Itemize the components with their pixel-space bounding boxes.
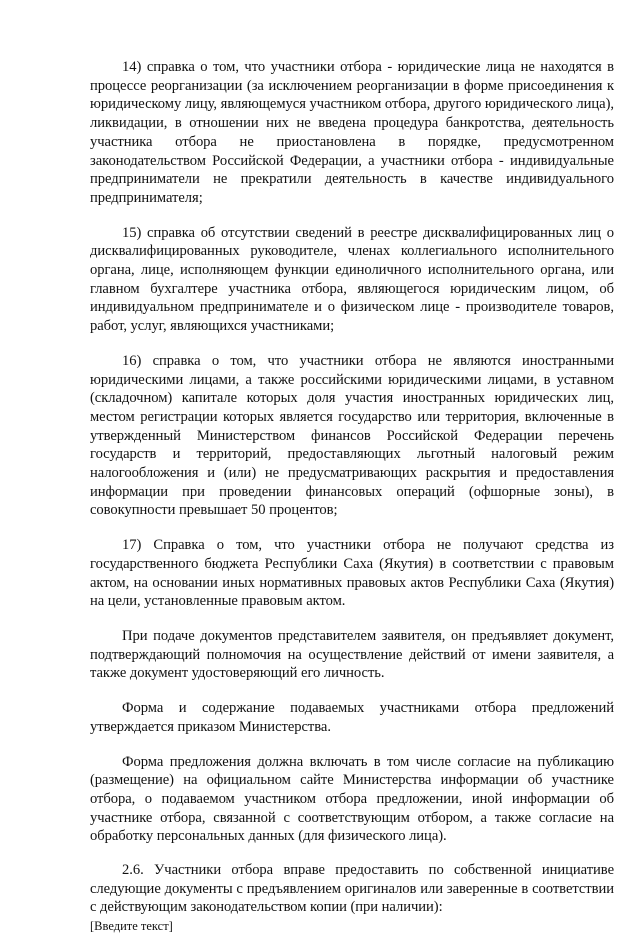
paragraph-item-15: 15) справка об отсутствии сведений в реестре дисквалифицированных лиц о дисквалифицированных руководителе, членах коллегиального исполнительного органа, лице, исполняющем функции единоличного исполнительного органа, или главном бухгалтере участника отбора, являющегося юридическим лицом, об индивидуальном предпринимателе и о физическом лице - производителе товаров, работ, услуг, являющихся участниками; xyxy=(90,224,614,335)
paragraph-item-17: 17) Справка о том, что участники отбора не получают средства из государственного бюджета Республики Саха (Якутия) в соответствии с правовым актом, на основании иных нормативных правовых актов Республики Саха (Якутия) на цели, установленные правовым актом. xyxy=(90,537,614,610)
paragraph-section-2-6: 2.6. Участники отбора вправе предоставить по собственной инициативе следующие документы с предъявлением оригиналов или заверенные в соответствии с действующим законодательством копии (при наличии): xyxy=(90,862,614,916)
footer-placeholder-text[interactable]: [Введите текст] xyxy=(90,919,173,934)
paragraph-item-14: 14) справка о том, что участники отбора - юридические лица не находятся в процессе реорганизации (за исключением реорганизации в форме присоединения к юридическому лицу, являющемуся участником отбора, другого юридического лица), ликвидации, в отношении них не введена процедура банкротства, деятельность участника отбора не приостановлена в порядке, предусмотренном законодательством Российской Федерации, а участники отбора - индивидуальные предприниматели не прекратили деятельность в качестве индивидуального предпринимателя; xyxy=(90,59,614,206)
paragraph-form-consent: Форма предложения должна включать в том числе согласие на публикацию (размещение) на официальном сайте Министерства информации об участнике отбора, о подаваемом участником отбора предложении, иной информации об участнике отбора, связанной с соответствующим отбором, а также согласие на обработку персональных данных (для физического лица). xyxy=(90,753,614,845)
paragraph-item-16: 16) справка о том, что участники отбора не являются иностранными юридическими лицами, а также российскими юридическими лицами, в уставном (складочном) капитале которых доля участия иностранных юридических лиц, местом регистрации которых является государство или территория, включенные в утвержденный Министерством финансов Российской Федерации перечень государств и территорий, предоставляющих льготный налоговый режим налогообложения и (или) не предусматривающих раскрытия и предоставления информации при проведении финансовых операций (офшорные зоны), в совокупности превышает 50 процентов; xyxy=(90,352,614,519)
document-page xyxy=(90,58,614,934)
paragraph-representative: При подаче документов представителем заявителя, он предъявляет документ, подтверждающий полномочия на осуществление действий от имени заявителя, а также документ удостоверяющий его личность. xyxy=(90,627,614,682)
paragraph-form-content: Форма и содержание подаваемых участниками отбора предложений утверждается приказом Министерства. xyxy=(90,700,614,735)
